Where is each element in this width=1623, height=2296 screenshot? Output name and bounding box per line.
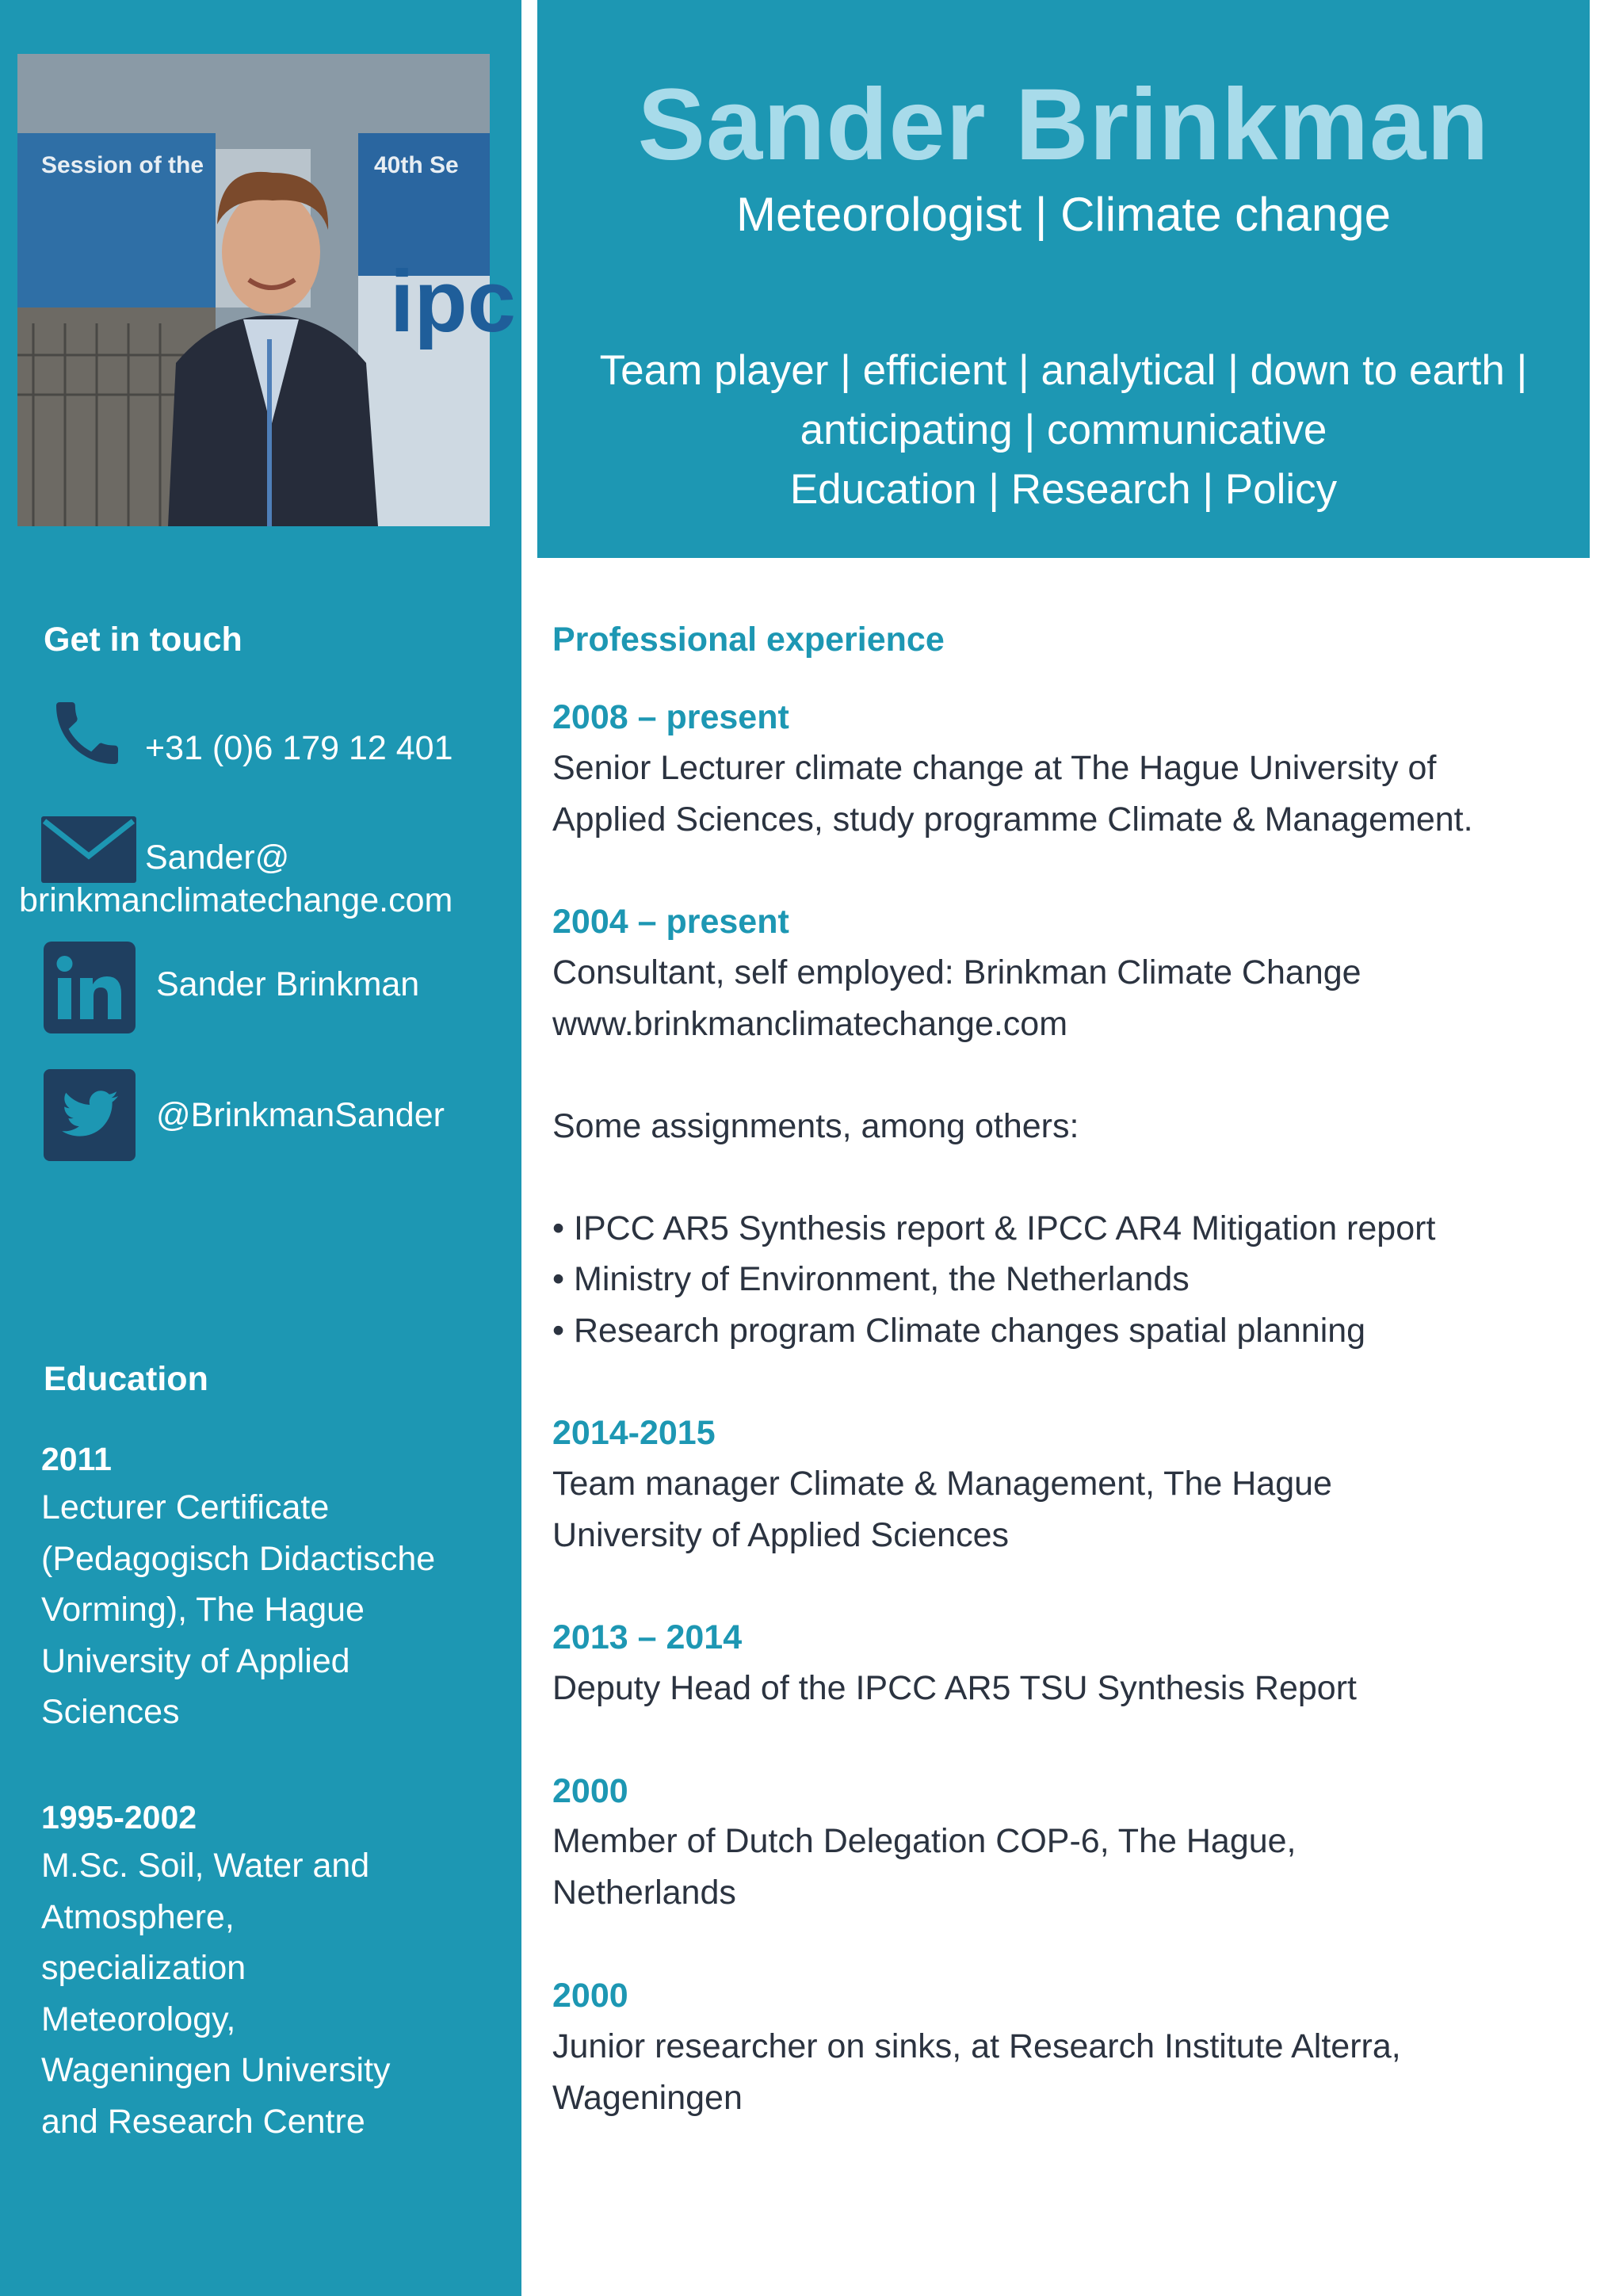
phone-number[interactable]: +31 (0)6 179 12 401 xyxy=(145,729,453,767)
experience-description: Member of Dutch Delegation COP-6, The Hague, Netherlands xyxy=(552,1822,1296,1912)
education-description: M.Sc. Soil, Water and Atmosphere, specialization Meteorology, Wageningen University and Research Centre xyxy=(41,1847,391,2141)
education-heading: Education xyxy=(44,1360,208,1398)
website-link[interactable]: www.brinkmanclimatechange.com xyxy=(552,1004,1068,1043)
traits-line: Education | Research | Policy xyxy=(789,466,1338,513)
person-name: Sander Brinkman xyxy=(637,68,1490,181)
contact-heading: Get in touch xyxy=(44,621,242,659)
linkedin-name[interactable]: Sander Brinkman xyxy=(156,965,420,1003)
experience-year: 2000 xyxy=(552,1977,628,2015)
header-banner xyxy=(537,0,1590,558)
experience-year: 2013 – 2014 xyxy=(552,1618,743,1656)
twitter-icon[interactable] xyxy=(44,1069,136,1161)
email-line-2[interactable]: brinkmanclimatechange.com xyxy=(19,881,453,919)
experience-heading: Professional experience xyxy=(552,621,945,659)
profile-photo xyxy=(17,54,516,526)
traits-line: anticipating | communicative xyxy=(800,407,1327,453)
traits xyxy=(537,341,1590,519)
svg-text:ipc: ipc xyxy=(390,253,516,350)
email-line-1[interactable]: Sander@ xyxy=(145,839,290,877)
job-title: Meteorologist | Climate change xyxy=(736,188,1391,241)
experience-description: Senior Lecturer climate change at The Hague University of Applied Sciences, study programme Climate & Management. xyxy=(552,749,1473,839)
linkedin-icon[interactable] xyxy=(44,942,136,1033)
envelope-icon xyxy=(41,816,136,883)
experience-year: 2000 xyxy=(552,1772,628,1810)
profile-photo-image xyxy=(17,54,516,526)
twitter-handle[interactable]: @BrinkmanSander xyxy=(156,1096,445,1134)
traits-line: Team player | efficient | analytical | down to earth | xyxy=(599,347,1528,394)
experience-description: Consultant, self employed: Brinkman Climate Change www.brinkmanclimatechange.com Some assignments, among others: • IPCC AR5 Synthesis report & IPCC AR4 Mitigation report • Ministry of Environment, the Netherlands • Research program Climate changes spatial planning xyxy=(552,947,1598,1356)
svg-text:Session of the: Session of the xyxy=(41,152,204,178)
experience-description: Team manager Climate & Management, The Hague University of Applied Sciences xyxy=(552,1465,1332,1554)
education-year: 1995-2002 xyxy=(41,1799,197,1836)
experience-year: 2008 – present xyxy=(552,698,789,736)
education-year: 2011 xyxy=(41,1441,112,1477)
experience-description: Junior researcher on sinks, at Research Institute Alterra, Wageningen xyxy=(552,2027,1401,2117)
education-description: Lecturer Certificate (Pedagogisch Didactische Vorming), The Hague University of Applied Sciences xyxy=(41,1488,436,1731)
svg-text:40th Se: 40th Se xyxy=(374,152,459,178)
phone-icon xyxy=(46,692,128,774)
experience-year: 2004 – present xyxy=(552,903,789,941)
experience-year: 2014-2015 xyxy=(552,1414,716,1452)
experience-description: Deputy Head of the IPCC AR5 TSU Synthesis Report xyxy=(552,1669,1357,1707)
